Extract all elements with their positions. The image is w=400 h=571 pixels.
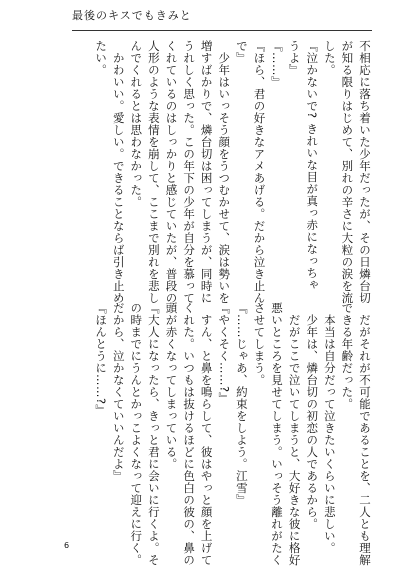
text-line: 頭が赤くなってしまっている。: [164, 302, 179, 470]
bottom-text-block: [92, 302, 374, 566]
page-number: 6: [64, 541, 70, 550]
text-line: すん、と鼻を鳴らして、彼はやっと顔を上げて: [199, 302, 214, 566]
text-line: 『ほんとうに……?』: [94, 302, 109, 417]
text-line: の時までにうんとかっこよくなって迎えに行く。: [129, 302, 144, 566]
text-line: かわいい。愛しい。できることならば引き止め: [111, 40, 126, 304]
text-line: んでくれるとは思わなかった。: [129, 40, 144, 208]
text-line: 本当は自分だって泣きたいくらいに悲しい。: [322, 302, 337, 554]
top-text-block: [92, 40, 374, 304]
text-line: させてしまう。: [252, 302, 267, 386]
text-line: だがそれが不可能であることを、二人とも理解: [358, 302, 372, 566]
text-line: 『……』: [270, 40, 285, 88]
text-line: 少年は、燐台切の初恋の人であるから。: [305, 302, 320, 530]
text-line: 『……じゃあ、約束をしよう。江雪』: [234, 302, 249, 506]
text-line: 不相応に落ち着いた少年だったが、その日燐台切: [358, 40, 372, 304]
text-line: 『ほら、君の好きなアメあげる。だから泣き止ん: [252, 40, 267, 304]
text-line: くれているのはしっかりと感じていたが、普段の: [164, 40, 179, 304]
text-line: 増すばかりで、燐台切は困ってしまうが、同時に: [199, 40, 214, 304]
text-line: だがここで泣いてしまうと、大好きな彼に格好: [287, 302, 302, 566]
text-line: 少年はいっそう顔をうつむかせて、涙は勢いを: [217, 40, 232, 304]
text-line: した。: [322, 40, 337, 76]
text-line: たい。: [94, 40, 109, 76]
text-line: 人形のような表情を崩して、ここまで別れを悲し: [146, 40, 161, 304]
text-line: が知る限りはじめて、別れの辛さに大粒の涙を流: [340, 40, 355, 304]
text-line: できる年齢だった。: [340, 302, 355, 410]
text-line: うれしく思った。この年下の少年が自分を慕って: [182, 40, 197, 304]
text-line: 『やくそく……?』: [217, 302, 232, 405]
text-line: くれた。いつもは抜けるほどに色白の彼の、鼻の: [182, 302, 197, 566]
header-rule: [72, 30, 372, 31]
header-title: 最後のキスでもきみと: [72, 9, 192, 22]
text-line: 悪いところを見せてしまう。いっそう離れがたく: [270, 302, 285, 566]
text-line: 『泣かないで? きれいな目が真っ赤になっちゃ: [305, 40, 320, 291]
text-line: 『大人になったら、きっと君に会いに行くよ。そ: [146, 302, 161, 566]
running-header: [72, 9, 372, 29]
text-line: だから、泣かなくていいんだよ』: [111, 302, 126, 482]
text-line: うよ』: [287, 40, 302, 76]
text-line: で』: [234, 40, 249, 64]
